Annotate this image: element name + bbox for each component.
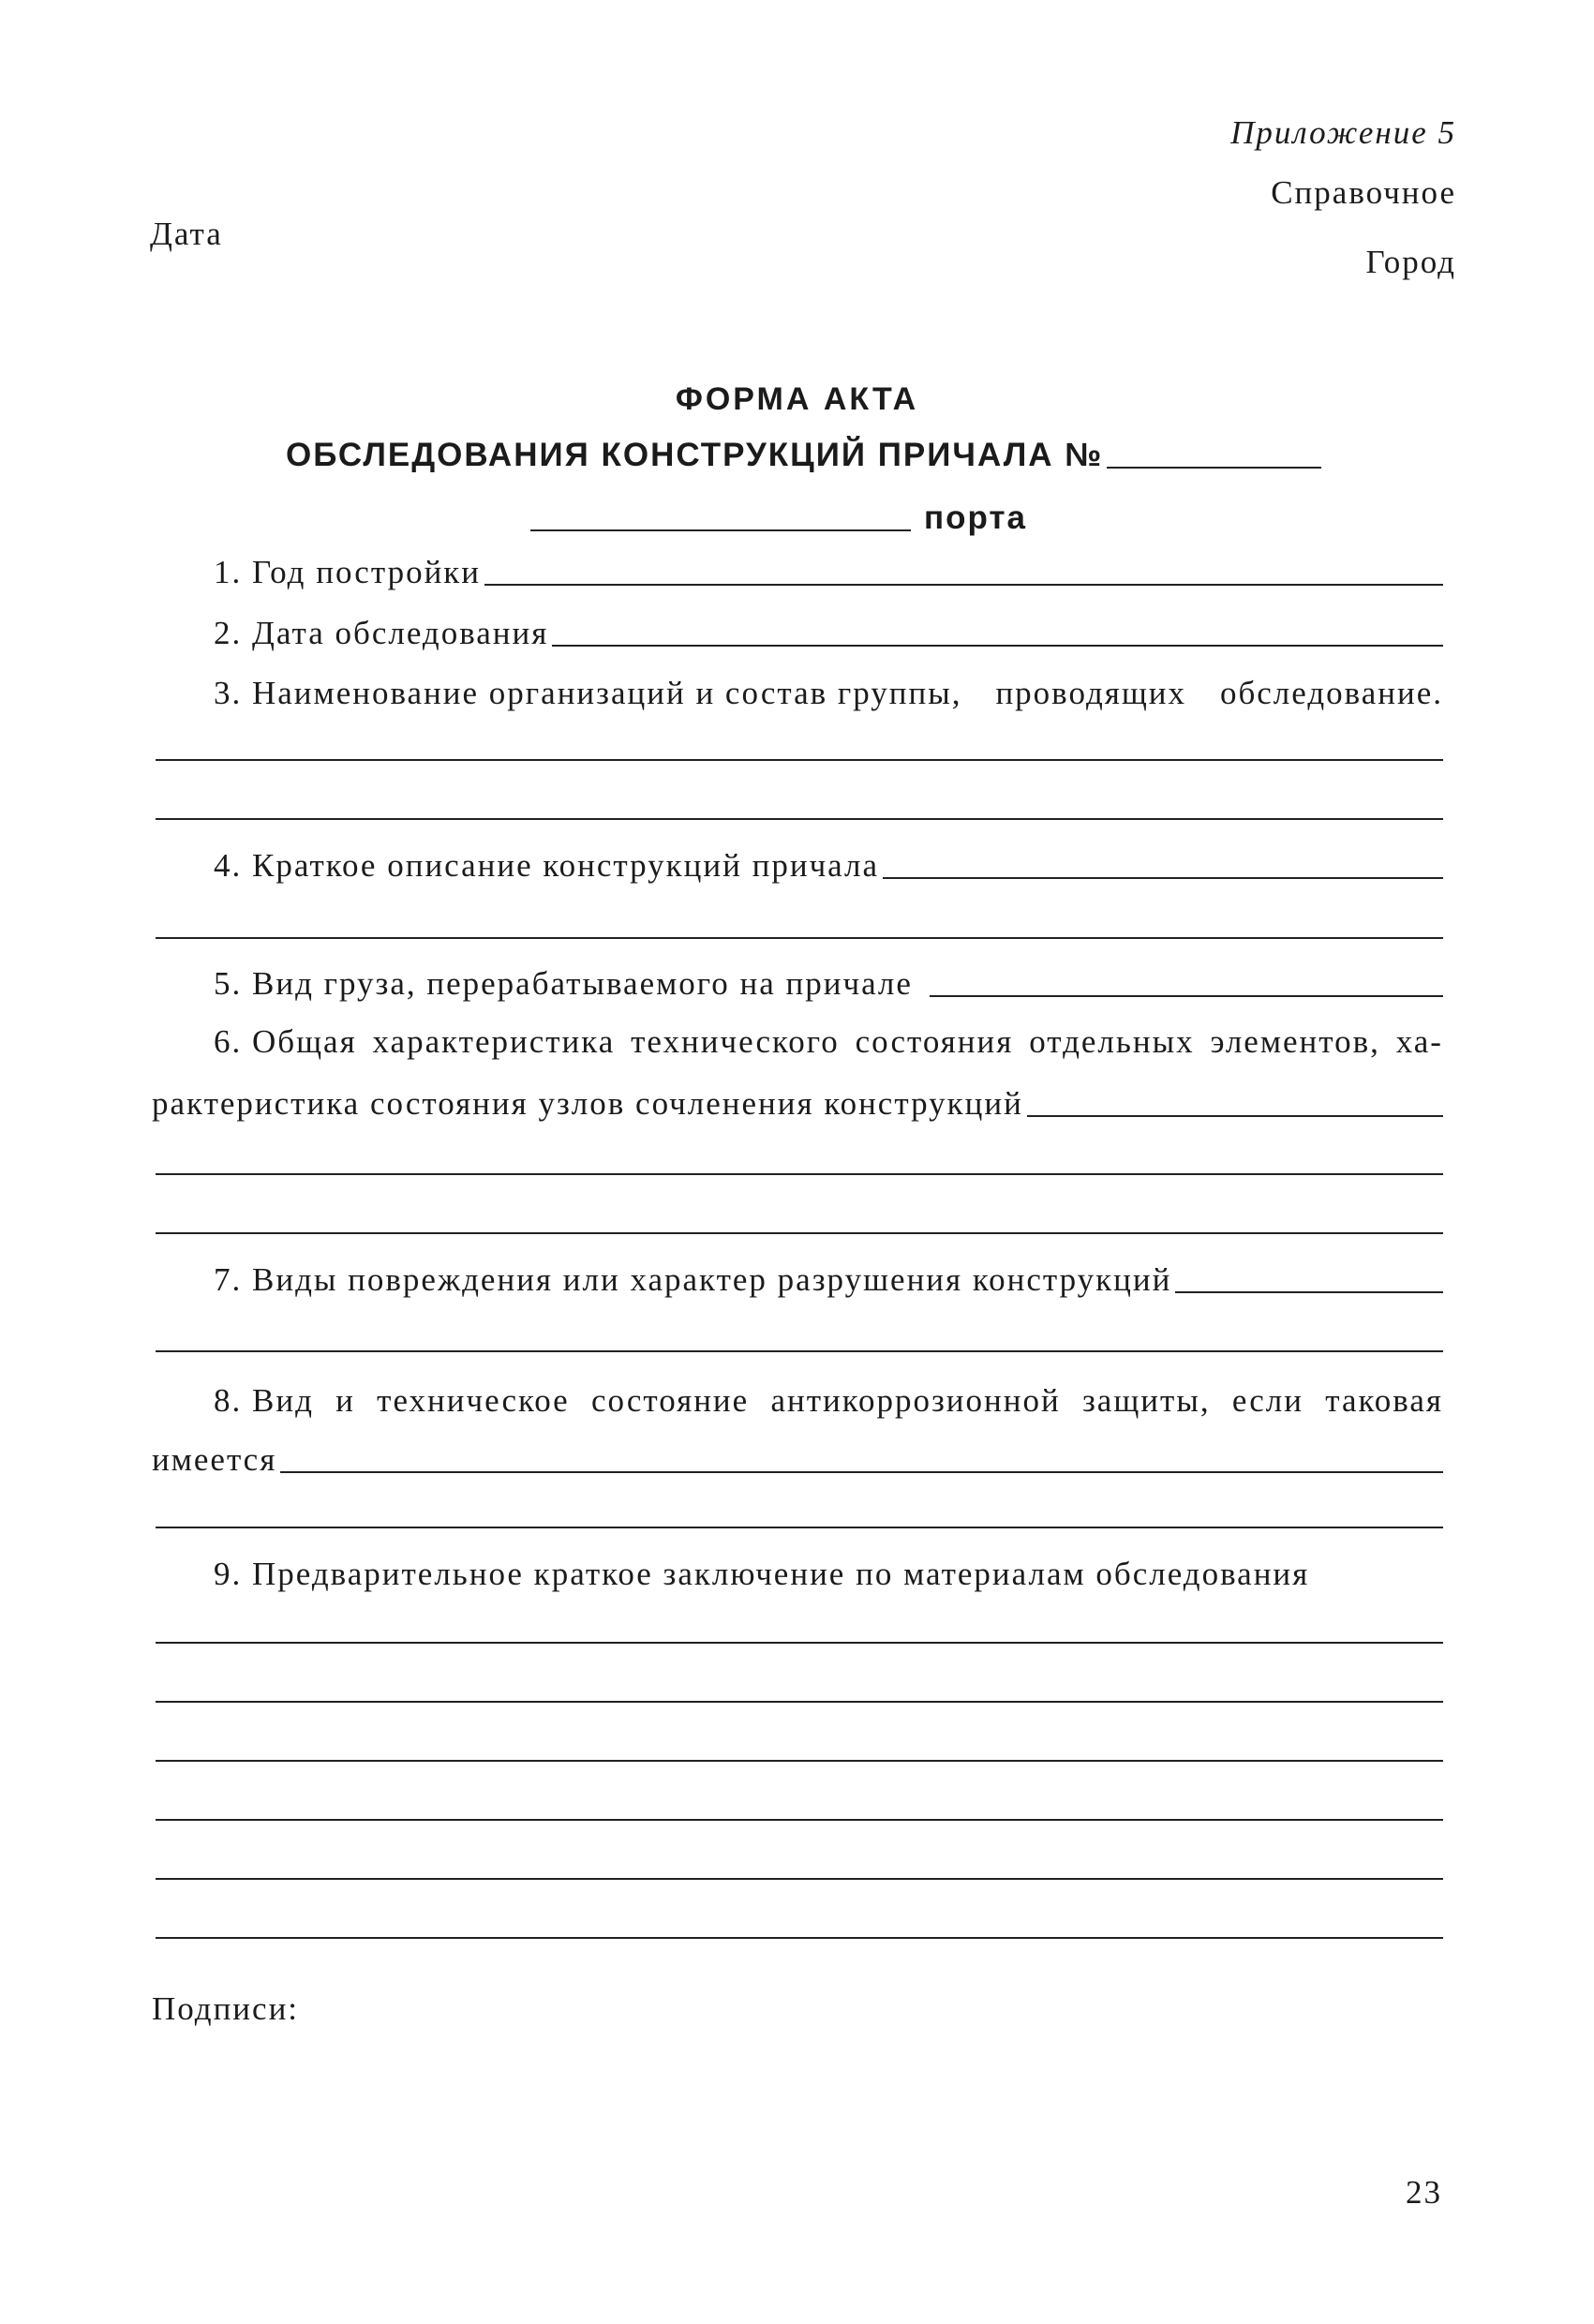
technical-condition-field[interactable] [1027,1115,1443,1117]
date-label: Дата [150,216,223,252]
berth-number-row [286,431,1321,476]
conclusion-line-5[interactable] [156,1878,1443,1880]
page-number: 23 [1406,2174,1442,2211]
item-4-line-1[interactable] [156,937,1443,939]
item-2-row [214,609,1443,654]
item-7-line-1[interactable] [156,1350,1443,1352]
item-8-continuation: имеется [152,1441,277,1478]
item-6-line-1[interactable] [156,1173,1443,1175]
item-6-continuation: рактеристика состояния узлов сочленения конструкций [152,1085,1023,1122]
item-7-label: 7. Виды повреждения или характер разрушения конструкций [214,1261,1172,1298]
signatures-label: Подписи: [152,1990,300,2027]
port-row [530,494,1027,539]
reference-label: Справочное [1271,174,1456,211]
item-3-line-1[interactable] [156,759,1443,761]
item-8-label: 8. Вид и техническое состояние антикоррозионной защиты, если таковая [214,1382,1443,1419]
port-label: порта [923,499,1027,536]
form-subtitle: ОБСЛЕДОВАНИЯ КОНСТРУКЦИЙ ПРИЧАЛА № [286,437,1104,473]
conclusion-line-2[interactable] [156,1701,1443,1703]
berth-number-field[interactable] [1107,467,1321,469]
item-3-line-2[interactable] [156,818,1443,820]
conclusion-line-3[interactable] [156,1760,1443,1762]
item-8-line-1[interactable] [156,1527,1443,1528]
item-1-label: 1. Год постройки [214,554,482,590]
conclusion-line-1[interactable] [156,1642,1443,1644]
conclusion-line-4[interactable] [156,1819,1443,1821]
item-8-row [152,1436,1443,1481]
form-title: ФОРМА АКТА [675,381,919,417]
damage-type-field[interactable] [1175,1291,1443,1293]
item-6-row [152,1080,1443,1125]
item-6-line-2[interactable] [156,1232,1443,1234]
berth-description-field[interactable] [883,877,1443,879]
item-5-row [214,960,1443,1005]
item-2-label: 2. Дата обследования [214,615,549,651]
item-4-row [214,842,1443,886]
conclusion-line-6[interactable] [156,1937,1443,1939]
appendix-label: Приложение 5 [1230,114,1456,151]
port-name-field[interactable] [530,529,911,531]
inspection-date-field[interactable] [552,645,1443,647]
item-9-label: 9. Предварительное краткое заключение по материалам обследования [214,1556,1310,1592]
item-6-label: 6. Общая характеристика технического состояния отдельных элементов, ха- [214,1023,1443,1060]
item-7-row [214,1256,1443,1301]
item-1-row [214,548,1443,593]
year-built-field[interactable] [484,584,1443,586]
item-5-label: 5. Вид груза, перерабатываемого на причале [214,965,913,1002]
corrosion-protection-field[interactable] [280,1471,1443,1473]
item-3-label: 3. Наименование организаций и состав группы, проводящих обследование. [214,675,1443,711]
item-4-label: 4. Краткое описание конструкций причала [214,847,880,884]
cargo-type-field[interactable] [930,995,1443,997]
city-label: Город [1365,244,1456,280]
